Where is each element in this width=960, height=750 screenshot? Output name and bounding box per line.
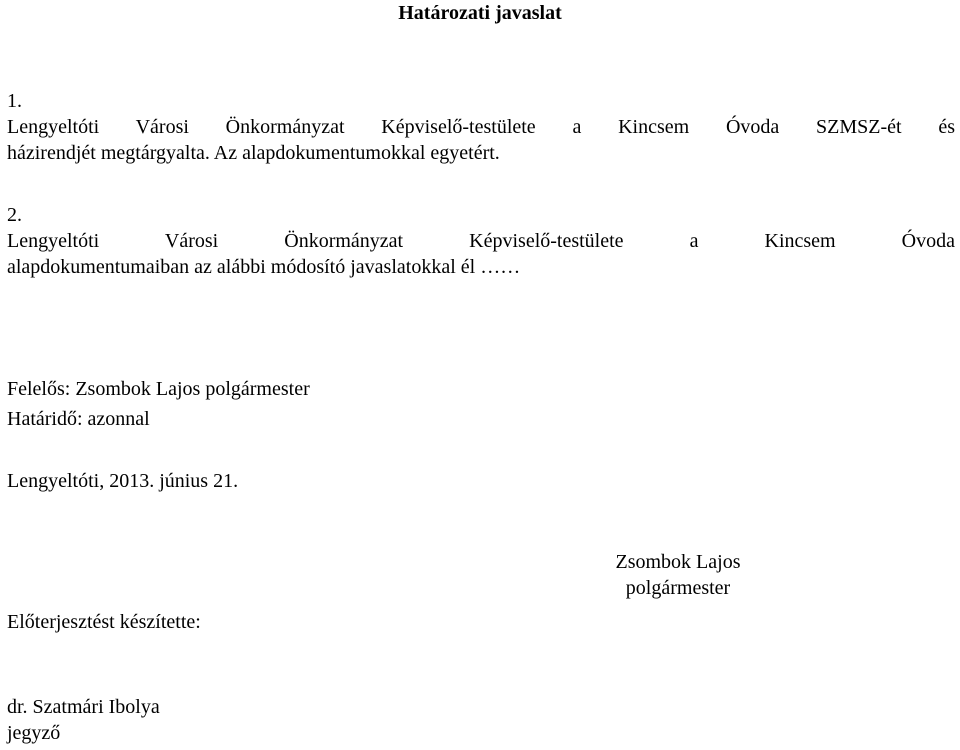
item-1-line-1: Lengyeltóti Városi Önkormányzat Képviselő-testülete a Kincsem Óvoda SZMSZ-ét és [7, 116, 955, 138]
prepared-by-label: Előterjesztést készítette: [7, 611, 201, 633]
item-2-number: 2. [7, 204, 22, 226]
mayor-signature-block [598, 549, 758, 601]
item-2-line-1: Lengyeltóti Városi Önkormányzat Képviselő-testülete a Kincsem Óvoda [7, 230, 955, 252]
resolution-item-1 [7, 88, 955, 166]
deadline: Határidő: azonnal [7, 408, 150, 430]
item-1-line-2: házirendjét megtárgyalta. Az alapdokumentumokkal egyetért. [7, 142, 500, 164]
responsible-person: Felelős: Zsombok Lajos polgármester [7, 378, 310, 400]
mayor-name: Zsombok Lajos [615, 551, 741, 573]
preparer-name: dr. Szatmári Ibolya [7, 696, 160, 718]
resolution-item-2 [7, 202, 955, 280]
preparer-role: jegyző [7, 722, 61, 744]
document-title: Határozati javaslat [398, 2, 562, 24]
item-1-number: 1. [7, 90, 22, 112]
item-2-line-2: alapdokumentumaiban az alábbi módosító javaslatokkal él …… [7, 256, 521, 278]
place-date: Lengyeltóti, 2013. június 21. [7, 470, 239, 492]
mayor-role: polgármester [625, 577, 731, 599]
